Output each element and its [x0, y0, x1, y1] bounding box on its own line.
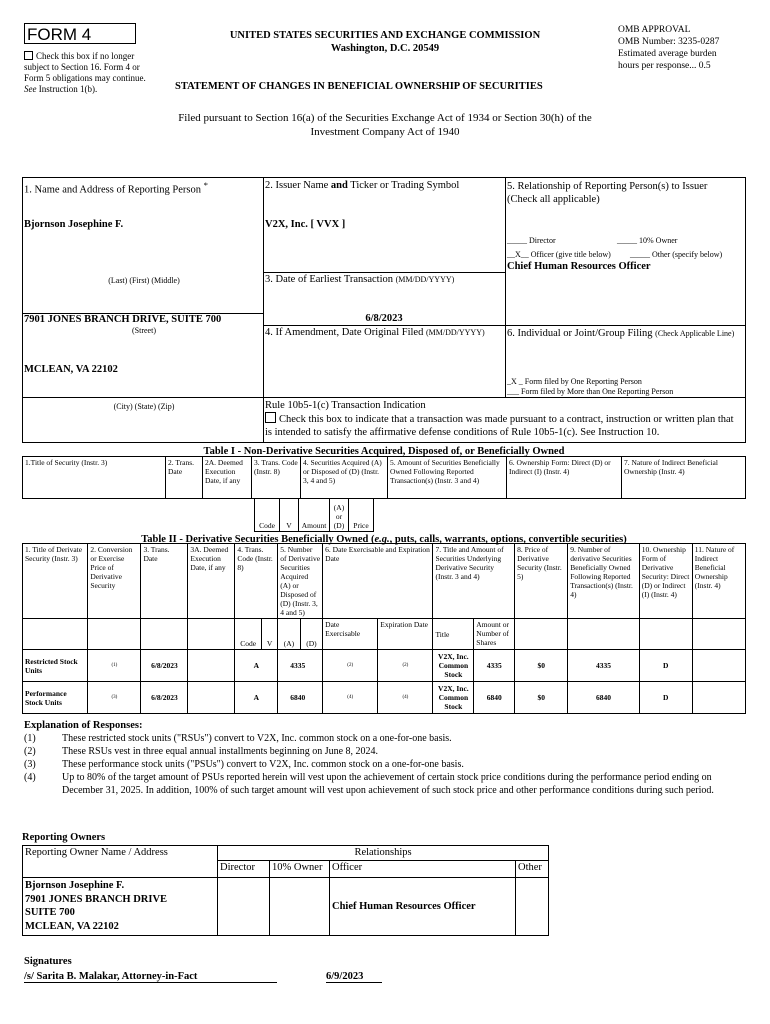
omb-title: OMB APPROVAL: [618, 25, 691, 35]
t2-row2-price: $0: [515, 682, 568, 714]
name-parts-label: (Last) (First) (Middle): [108, 276, 180, 285]
earliest-transaction-label: [265, 274, 454, 285]
signature-date: 6/9/2023: [326, 971, 382, 983]
explanation-num-1: (1): [24, 733, 36, 744]
t1-sub-v: V: [280, 499, 299, 532]
table-row: [23, 878, 549, 936]
list-item: [24, 758, 746, 771]
earliest-transaction-date: 6/8/2023: [365, 313, 403, 324]
omb-approval: [618, 24, 758, 72]
ro-col-other: Other: [516, 861, 549, 878]
t1-col-acquired: 4. Securities Acquired (A) or Disposed of (D) (Instr. 3, 4 and 5): [301, 457, 388, 499]
t2-sub-code: Code: [235, 619, 262, 650]
t2-row1-a: 4335: [278, 650, 323, 682]
t2-row2-underlying-amount: 6840: [474, 682, 515, 714]
reporting-person-label: [24, 180, 208, 196]
officer-title: Chief Human Resources Officer: [507, 261, 651, 272]
t2-row2-underlying-title: V2X, Inc. Common Stock: [433, 682, 474, 714]
earliest-transaction-format: (MM/DD/YYYY): [395, 275, 455, 284]
filed-pursuant-line1: Filed pursuant to Section 16(a) of the Securities Exchange Act of 1934 or Section 30(h) of the: [178, 112, 592, 124]
director-option[interactable]: _____ Director: [507, 236, 556, 245]
reporting-person-label-text: 1. Name and Address of Reporting Person: [24, 184, 202, 196]
t2-row1-title: Restricted Stock Units: [23, 650, 88, 682]
filing-type-label-text: 6. Individual or Joint/Group Filing: [507, 328, 653, 339]
table1-subheader: [254, 498, 374, 532]
filed-pursuant-line2: Investment Company Act of 1940: [310, 126, 460, 138]
t2-sub-a: (A): [278, 619, 300, 650]
t2-row1-code: A: [235, 650, 278, 682]
t2-row1-expiration: (2): [378, 650, 433, 682]
ro-col-officer: Officer: [330, 861, 516, 878]
signature-name: /s/ Sarita B. Malakar, Attorney-in-Fact: [24, 971, 277, 983]
issuer-name: V2X, Inc. [ VVX ]: [265, 219, 346, 230]
reporting-owners-table: [22, 845, 549, 936]
t2-col-title: 1. Title of Derivate Security (Instr. 3): [23, 544, 88, 619]
t2-row2-a: 6840: [278, 682, 323, 714]
agency-name: [175, 29, 595, 55]
t2-row2-title: Performance Stock Units: [23, 682, 88, 714]
t2-row2-date: 6/8/2023: [141, 682, 188, 714]
t2-sub-v: V: [261, 619, 277, 650]
table1-header: [22, 456, 746, 499]
t2-col-price: 8. Price of Derivative Security (Instr. 5): [515, 544, 568, 619]
t2-row1-owned: 4335: [568, 650, 639, 682]
instruction-text: Instruction 1(b).: [38, 84, 98, 94]
rule-10b5-checkbox[interactable]: [265, 412, 276, 423]
city-state-zip: MCLEAN, VA 22102: [24, 364, 118, 375]
ro-owner-line-2: 7901 JONES BRANCH DRIVE: [25, 893, 168, 905]
t2-row2-code: A: [235, 682, 278, 714]
t1-col-deemed: 2A. Deemed Execution Date, if any: [203, 457, 252, 499]
t2-sub-exercisable: Date Exercisable: [323, 619, 378, 650]
explanation-num-4: (4): [24, 772, 36, 783]
t2-row1-price: $0: [515, 650, 568, 682]
t2-row1-form: D: [639, 650, 692, 682]
ro-owner-line-3: SUITE 700: [25, 907, 75, 918]
explanation-num-2: (2): [24, 746, 36, 757]
statement-title: STATEMENT OF CHANGES IN BENEFICIAL OWNERSHIP OF SECURITIES: [175, 81, 543, 92]
table-row: [23, 650, 746, 682]
list-item: [24, 732, 746, 745]
table1-title: Table I - Non-Derivative Securities Acquired, Disposed of, or Beneficially Owned: [203, 446, 565, 457]
omb-burden: Estimated average burden: [618, 49, 717, 59]
ro-col-name: Reporting Owner Name / Address: [23, 846, 218, 878]
explanation-text-1: These restricted stock units ("RSUs") convert to V2X, Inc. common stock on a one-for-one basis.: [62, 733, 452, 744]
t2-row1-date: 6/8/2023: [141, 650, 188, 682]
relationship-label: [507, 180, 745, 206]
table2-title-eg: e.g.: [374, 534, 390, 545]
rule-10b5-label: Rule 10b5-1(c) Transaction Indication: [265, 400, 426, 411]
rule-10b5-text: Check this box to indicate that a transaction was made pursuant to a contract, instruction or written plan that is intended to satisfy the affirmative defense conditions of Rule 10b5-1(c). See Instruction 10.: [265, 414, 734, 438]
table2-title-post: , puts, calls, warrants, options, convertible securities): [389, 534, 627, 545]
no-longer-subject-text: Check this box if no longer subject to Section 16. Form 4 or Form 5 obligations may continue.: [24, 51, 146, 83]
explanation-num-3: (3): [24, 759, 36, 770]
issuer-name-label: [265, 180, 459, 191]
explanation-text-3: These performance stock units ("PSUs") convert to V2X, Inc. common stock on a one-for-one basis.: [62, 759, 464, 770]
t2-sub-expiration: Expiration Date: [378, 619, 433, 650]
t1-col-amount: 5. Amount of Securities Beneficially Owned Following Reported Transaction(s) (Instr. 3 and 4): [388, 457, 507, 499]
ro-owner-line-4: MCLEAN, VA 22102: [25, 920, 119, 932]
t1-sub-amount: Amount: [299, 499, 330, 532]
t2-col-form: 10. Ownership Form of Derivative Security: Direct (D) or Indirect (I) (Instr. 4): [639, 544, 692, 619]
street-label: (Street): [132, 326, 156, 335]
t2-col-deemed: 3A. Deemed Execution Date, if any: [188, 544, 235, 619]
no-longer-subject-checkbox[interactable]: [24, 51, 33, 60]
explanation-title: Explanation of Responses:: [24, 720, 143, 731]
officer-option[interactable]: __X__ Officer (give title below): [507, 250, 611, 259]
filed-pursuant: [140, 111, 630, 139]
list-item: [24, 745, 746, 758]
table-row: [23, 682, 746, 714]
issuer-label-post: Ticker or Trading Symbol: [350, 180, 460, 191]
ro-owner-line-1: Bjornson Josephine F.: [25, 880, 125, 891]
earliest-transaction-label-text: 3. Date of Earliest Transaction: [265, 274, 394, 285]
t2-col-owned: 9. Number of derivative Securities Beneficially Owned Following Reported Transaction(s) (Instr. 4): [568, 544, 639, 619]
relationship-label-text: 5. Relationship of Reporting Person(s) to Issuer: [507, 181, 708, 192]
t2-sub-amount: Amount or Number of Shares: [474, 619, 515, 650]
t1-col-nature: 7. Nature of Indirect Beneficial Ownership (Instr. 4): [622, 457, 746, 499]
t2-row2-owned: 6840: [568, 682, 639, 714]
city-label: (City) (State) (Zip): [113, 402, 175, 411]
t1-col-code: 3. Trans. Code (Instr. 8): [252, 457, 301, 499]
amendment-label-text: 4. If Amendment, Date Original Filed: [265, 327, 424, 338]
omb-hours: hours per response... 0.5: [618, 61, 711, 71]
reporting-owners-title: Reporting Owners: [22, 832, 106, 843]
t1-col-ownership: 6. Ownership Form: Direct (D) or Indirect (I) (Instr. 4): [507, 457, 622, 499]
filing-type-note: (Check Applicable Line): [655, 329, 735, 338]
reporting-person-star: *: [203, 180, 209, 190]
ten-percent-owner-option[interactable]: _____ 10% Owner: [617, 236, 678, 245]
ro-owner-address: [23, 878, 218, 936]
t1-sub-price: Price: [349, 499, 374, 532]
relationship-label-note: (Check all applicable): [507, 194, 600, 205]
t1-sub-aord: (A) or (D): [330, 499, 349, 532]
t2-row1-conversion: (1): [88, 650, 141, 682]
explanation-section: [24, 720, 746, 797]
t2-col-exercisable: 6. Date Exercisable and Expiration Date: [323, 544, 433, 619]
t2-row1-underlying-title: V2X, Inc. Common Stock: [433, 650, 474, 682]
t1-sub-code: Code: [255, 499, 280, 532]
omb-number: OMB Number: 3235-0287: [618, 37, 720, 47]
amendment-label: [265, 327, 485, 338]
t1-col-title: 1.Title of Security (Instr. 3): [23, 457, 166, 499]
t2-row2-form: D: [639, 682, 692, 714]
ro-officer-title: Chief Human Resources Officer: [330, 878, 516, 936]
t2-row1-exercisable: (2): [323, 650, 378, 682]
form-title: FORM 4: [24, 23, 136, 44]
t2-col-number: 5. Number of Derivative Securities Acquired (A) or Disposed of (D) (Instr. 3, 4 and 5): [278, 544, 323, 619]
agency-title: UNITED STATES SECURITIES AND EXCHANGE COMMISSION: [229, 30, 541, 41]
explanation-text-2: These RSUs vest in three equal annual installments beginning on June 8, 2024.: [62, 746, 379, 757]
other-option[interactable]: _____ Other (specify below): [630, 250, 723, 259]
issuer-label-pre: 2. Issuer Name: [265, 180, 329, 191]
list-item: [24, 771, 746, 797]
t2-col-code: 4. Trans. Code (Instr. 8): [235, 544, 278, 619]
ro-col-director: Director: [218, 861, 270, 878]
t2-sub-title: Title: [433, 619, 474, 650]
amendment-format: (MM/DD/YYYY): [425, 328, 485, 337]
agency-city: Washington, D.C. 20549: [330, 43, 440, 54]
table2: [22, 543, 746, 714]
explanation-text-4: Up to 80% of the target amount of PSUs reported herein will vest upon the achievement of certain stock price conditions during the performance period ending on December 31, 2025. In addition, 100% of such target amount will vest upon achievement of such stock price and other performance conditions during such period.: [62, 772, 714, 796]
filing-type-label: [507, 327, 745, 340]
t2-row1-underlying-amount: 4335: [474, 650, 515, 682]
one-reporting-person-option[interactable]: _X _ Form filed by One Reporting Person: [507, 377, 642, 386]
t2-col-conversion: 2. Conversion or Exercise Price of Derivative Security: [88, 544, 141, 619]
more-reporting-persons-option[interactable]: ___ Form filed by More than One Reporting Person: [507, 387, 674, 396]
t1-col-date: 2. Trans. Date: [166, 457, 203, 499]
t2-row2-expiration: (4): [378, 682, 433, 714]
table2-title-pre: Table II - Derivative Securities Beneficially Owned (: [141, 534, 375, 545]
ro-col-ten: 10% Owner: [270, 861, 330, 878]
street-address: 7901 JONES BRANCH DRIVE, SUITE 700: [24, 314, 222, 325]
signatures-title: Signatures: [24, 956, 72, 967]
issuer-label-and: and: [330, 180, 348, 191]
t2-col-nature: 11. Nature of Indirect Beneficial Ownership (Instr. 4): [692, 544, 745, 619]
t2-row2-conversion: (3): [88, 682, 141, 714]
reporting-person-name: Bjornson Josephine F.: [24, 219, 124, 230]
t2-col-date: 3. Trans. Date: [141, 544, 188, 619]
rule-10b5-block: [265, 399, 743, 439]
ro-col-relationships: Relationships: [218, 846, 549, 861]
t2-row2-exercisable: (4): [323, 682, 378, 714]
t2-sub-d: (D): [300, 619, 322, 650]
no-longer-subject-checkbox-block: [24, 51, 156, 95]
see-text: See: [24, 84, 37, 94]
t2-col-underlying: 7. Title and Amount of Securities Underlying Derivative Security (Instr. 3 and 4): [433, 544, 515, 619]
